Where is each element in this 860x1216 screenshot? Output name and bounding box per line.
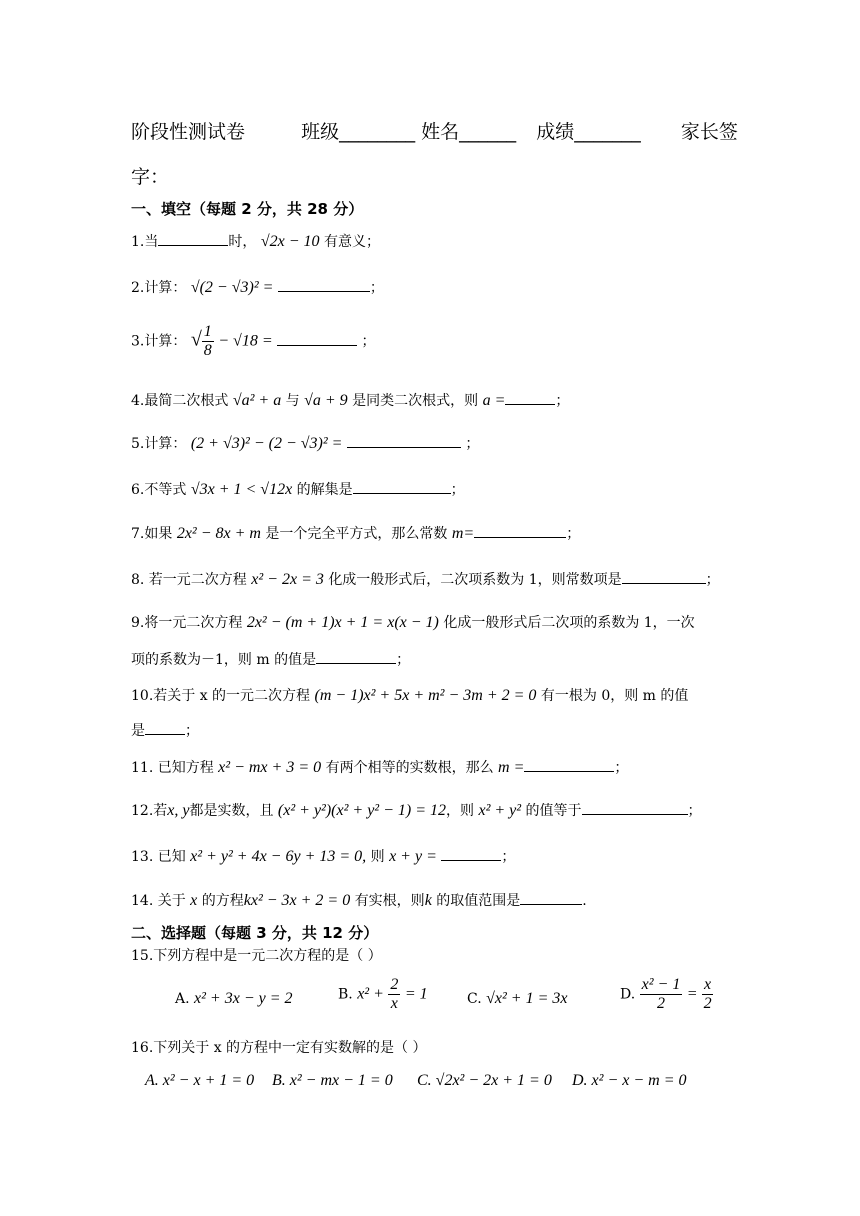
exam-title: 阶段性测试卷	[131, 121, 246, 143]
question-10-cont: 是 ；	[131, 720, 199, 740]
answer-blank-3[interactable]	[277, 331, 357, 346]
question-9-cont: 项的系数为－1，则 m 的值是 ；	[131, 649, 410, 669]
exam-header	[131, 117, 738, 144]
q11-equation: x² − mx + 3 = 0	[218, 759, 322, 776]
question-4: 4.最简二次根式 √a² + a 与 √a + 9 是同类二次根式，则 a = ；	[131, 392, 570, 409]
parent-signature-label-cont: 字：	[131, 166, 170, 188]
answer-blank-12[interactable]	[582, 800, 688, 815]
answer-blank-5[interactable]	[347, 433, 461, 448]
answer-blank-13[interactable]	[441, 846, 501, 861]
question-3: 3.计算： √ $\frac{1}{8}$ − √18 = ；	[131, 323, 376, 359]
q5-expression: (2 + √3)² − (2 − √3)² =	[190, 435, 343, 452]
q1-radical: √2x − 10	[260, 233, 320, 250]
answer-blank-9[interactable]	[316, 649, 396, 664]
question-15: 15.下列方程中是一元二次方程的是（ ）	[131, 948, 382, 964]
q10-equation: (m − 1)x² + 5x + m² − 3m + 2 = 0	[314, 687, 537, 704]
question-11: 11. 已知方程 x² − mx + 3 = 0 有两个相等的实数根，那么 m = ；	[131, 759, 629, 776]
answer-blank-11[interactable]	[524, 757, 614, 772]
answer-blank-10[interactable]	[145, 720, 185, 735]
q15-option-a[interactable]: A. x² + 3x − y = 2	[175, 990, 293, 1007]
q16-option-d[interactable]: D. x² − x − m = 0	[572, 1072, 687, 1089]
q2-expression: √(2 − √3)² =	[190, 279, 274, 296]
question-9: 9.将一元二次方程 2x² − (m + 1)x + 1 = x(x − 1) 化成一般形式后二次项的系数为 1，一次	[131, 614, 695, 631]
name-field-label: 姓名______	[421, 121, 517, 143]
answer-blank-2[interactable]	[278, 277, 370, 292]
q7-expression: 2x² − 8x + m	[176, 525, 261, 542]
q16-option-a[interactable]: A. x² − x + 1 = 0	[145, 1072, 255, 1089]
q13-equation: x² + y² + 4x − 6y + 13 = 0,	[190, 848, 367, 865]
question-6: 6.不等式 √3x + 1 < √12x 的解集是 ；	[131, 481, 465, 498]
q14-equation: kx² − 3x + 2 = 0	[243, 892, 351, 909]
parent-signature-label: 家长签	[680, 121, 738, 143]
question-13: 13. 已知 x² + y² + 4x − 6y + 13 = 0, 则 x + y = ；	[131, 848, 516, 865]
question-5: 5.计算： (2 + √3)² − (2 − √3)² = ；	[131, 435, 480, 452]
q6-inequality: √3x + 1 < √12x	[190, 481, 293, 498]
answer-blank-6[interactable]	[353, 479, 451, 494]
answer-blank-4[interactable]	[505, 390, 555, 405]
question-16: 16.下列关于 x 的方程中一定有实数解的是（ ）	[131, 1040, 427, 1056]
question-7: 7.如果 2x² − 8x + m 是一个完全平方式，那么常数 m= ；	[131, 525, 581, 542]
q3-fraction: $\frac{1}{8}$	[203, 323, 212, 359]
q4-radical-2: √a + 9	[304, 392, 348, 409]
answer-blank-7[interactable]	[474, 523, 566, 538]
question-2: 2.计算： √(2 − √3)² = ；	[131, 279, 384, 296]
answer-blank-14[interactable]	[520, 890, 582, 905]
q15-option-b[interactable]: B. x² + $\frac{2}{x}$ = 1	[338, 976, 428, 1012]
q3-expression: − √18 =	[218, 332, 273, 350]
question-14: 14. 关于 x 的方程kx² − 3x + 2 = 0 有实根，则k 的取值范围是 .	[131, 892, 587, 909]
class-field-label: 班级________	[301, 121, 416, 143]
q8-equation: x² − 2x = 3	[251, 571, 324, 588]
q4-radical-1: √a² + a	[232, 392, 282, 409]
q12-equation: (x² + y²)(x² + y² − 1) = 12	[277, 802, 447, 819]
q9-equation: 2x² − (m + 1)x + 1 = x(x − 1)	[246, 614, 439, 631]
q15-option-d[interactable]: D. $\frac{\text{x² − 1}}{2}$ = $\frac{x}{2}$	[620, 976, 712, 1012]
answer-blank-1[interactable]	[158, 231, 228, 246]
q16-option-b[interactable]: B. x² − mx − 1 = 0	[272, 1072, 393, 1089]
section2-heading: 二、选择题（每题 3 分，共 12 分）	[131, 924, 379, 942]
answer-blank-8[interactable]	[622, 569, 706, 584]
q16-option-c[interactable]: C. √2x² − 2x + 1 = 0	[417, 1072, 552, 1089]
question-8: 8. 若一元二次方程 x² − 2x = 3 化成一般形式后，二次项系数为 1，则常数项是 ；	[131, 571, 720, 588]
question-10: 10.若关于 x 的一元二次方程 (m − 1)x² + 5x + m² − 3m + 2 = 0 有一根为 0，则 m 的值	[131, 687, 689, 704]
q15-option-c[interactable]: C. √x² + 1 = 3x	[467, 990, 568, 1007]
section1-heading: 一、填空（每题 2 分，共 28 分）	[131, 200, 364, 218]
question-1: 1.当 时， √2x − 10 有意义；	[131, 233, 380, 250]
score-field-label: 成绩_______	[536, 121, 641, 143]
question-12: 12.若x, y都是实数，且 (x² + y²)(x² + y² − 1) = 12，则 x² + y² 的值等于 ；	[131, 802, 702, 819]
